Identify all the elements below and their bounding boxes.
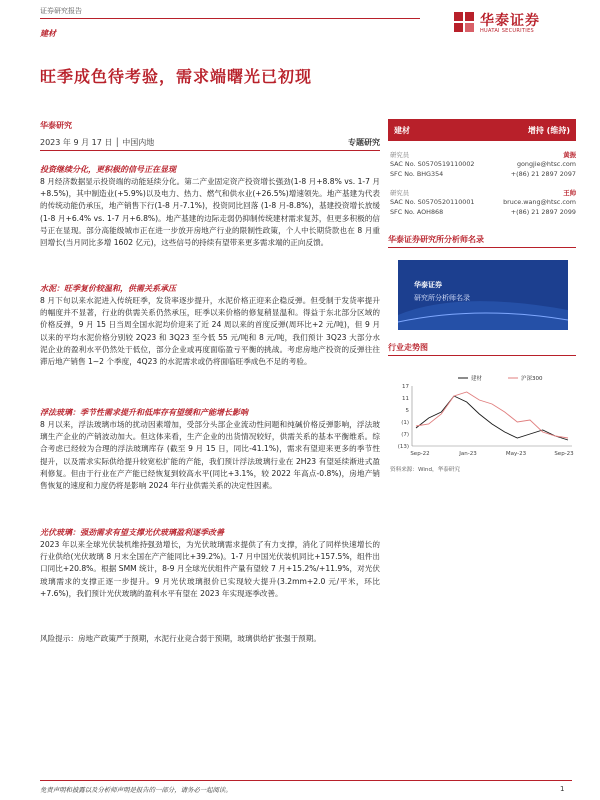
company-logo: [452, 8, 572, 38]
analyst-role: 研究员: [390, 189, 410, 197]
section-body-pv-glass: 2023 年以来全球光伏装机维持强劲增长，为光伏玻璃需求提供了有力支撑，消化了同样快速增长的行业供给(光伏玻璃 8 月末全国在产产能同比+39.2%)。1-7 月中国光伏装机同比+157.5%，组件出口同比+20.8%。根据 SMM 统计，8-9 月全球光伏组件产量有望较 7 月+15.2%/+11.9%，对光伏玻璃需求的支撑正逐一步提升。9 月光伏玻璃报价已实现较大提升(3.2mm+2.0 元/平米，环比+7.6%)，我们预计光伏玻璃的盈利水平有望在 2023 年实现逐季改善。: [40, 540, 380, 598]
report-title: 旺季成色待考验，需求端曙光已初现: [40, 67, 313, 86]
logo-text-en: HUATAI SECURITIES: [480, 28, 534, 34]
trend-heading: 行业走势图: [388, 343, 428, 352]
promo-banner[interactable]: [398, 260, 568, 330]
chart-series-line: [416, 396, 568, 440]
section-body-cement: 8 月下旬以来水泥进入传统旺季，发货率逐步提升，水泥价格正迎来企稳反弹。但受制于发货率提升的幅度并不显著，行业的供需关系仍然承压，旺季以来价格的修复稍显温和。得益于东北部分区域的价格反弹，9 月 15 日当周全国水泥均价迎来了近 24 周以来的首度反弹(周环比+2 元/吨)，但 9 月以来的平均水泥价格分别较 2Q23 和 3Q23 至今低 55 元/吨和 8 元/吨，我们预计 3Q23 大部分水泥企业的盈利水平仍然处于低位，部分企业或再度面临盈亏平衡的挑战。考虑房地产投资的反弹往往滞后地产销售 1~2 个季度，4Q23 的水泥需求或仍将面临旺季成色不足的考验。: [40, 296, 380, 367]
section-body-investment: 8 月经济数据显示投资端的动能延续分化。第二产业固定资产投资增长强劲(1-8 月+8.8% vs. 1-7 月+8.5%)，其中制造业(+5.9%)以及电力、热力、燃气和供水业(+26.5%)增速领先。地产基建为代表的传统动能仍承压，地产销售下行(1-8 月-7.1%)，投资同比回落 (1-8 月-8.8%)，基建投资增长放缓(1-8 月+6.4% vs. 1-7 月+6.8%)。地产基建的边际走弱仍抑制传统建材需求复苏，但更多积极的信号正在显现。部分高能级城市正在进一步放开房地产行业的限制性政策，个人中长期贷款也在 8 月重回增长(当月同比多增 1602 亿元)，这些信号的持续有望带来更多需求端的正向反馈。: [40, 177, 380, 248]
chart-legend-label: 沪深300: [521, 376, 543, 382]
report-date: 2023 年 9 月 17 日 │ 中国内地: [40, 138, 155, 147]
date-row: [40, 137, 380, 148]
section-heading-float-glass: 浮法玻璃：季节性需求提升和低库存有望缓和产能增长影响: [40, 408, 248, 417]
chart-y-tick-label: (1): [401, 420, 409, 426]
analyst-sac: SAC No. S0570520110001: [390, 198, 475, 206]
doc-type-label: 证券研究报告: [40, 7, 82, 15]
analyst-sfc: SFC No. BHG354: [390, 170, 444, 178]
report-tag: 华泰研究: [40, 121, 72, 130]
top-divider: [40, 18, 420, 19]
report-type: 专题研究: [348, 138, 380, 147]
sidebar-sector: 建材: [394, 126, 410, 135]
sector-label: 建材: [40, 29, 56, 38]
section-heading-investment: 投资继续分化，更积极的信号正在显现: [40, 165, 176, 174]
chart-x-tick-label: Jan-23: [459, 451, 477, 457]
section-body-float-glass: 8 月以来，浮法玻璃市场的扰动因素增加，受部分头部企业流动性问题和纯碱价格反弹影响，浮法玻璃生产企业的产销波动加大。但这体来看，生产企业的出货情况较好，供需关系的基本平衡维系。综合考虑已经较为合理的浮法玻璃库存 (截至 9 月 15 日，同比-41.1%)，需求有望迎来更多的季节性提升，以及需求实际供给提升较宽松扩能的产能，我们预计浮法玻璃行业在 2H23 有望延续渐进式盈利修复。但由于行业在产产能已经恢复到较高水平(同比+3.1%，较 2022 年高点-0.8%)，房地产销售恢复的速度和力度仍将是影响 2024 年行业供需关系的决定性因素。: [40, 420, 380, 491]
risk-warning: 风险提示：房地产政策严于预期，水泥行业竞合弱于预期，玻璃供给扩张强于预期。: [40, 634, 321, 643]
analyst-email[interactable]: bruce.wang@htsc.com: [503, 198, 576, 206]
chart-source: 资料来源：Wind，华泰研究: [390, 467, 460, 473]
rating-header: [388, 119, 576, 141]
analyst-card: [390, 150, 576, 180]
promo-divider: [388, 247, 576, 248]
logo-text-cn: 华泰证券: [480, 13, 540, 29]
analyst-email[interactable]: gongjie@htsc.com: [516, 160, 576, 168]
chart-y-tick-label: (7): [401, 432, 409, 438]
analyst-role: 研究员: [390, 151, 410, 159]
industry-trend-chart: [388, 372, 576, 464]
chart-y-tick-label: 5: [405, 408, 409, 414]
chart-y-tick-label: (13): [397, 444, 409, 450]
chart-x-tick-label: Sep-22: [410, 451, 430, 457]
analyst-card: [390, 188, 576, 218]
footer-disclaimer: 免责声明和披露以及分析师声明是报告的一部分，请务必一起阅读。: [40, 786, 232, 794]
analyst-name: 黄振: [563, 151, 576, 159]
analyst-sac: SAC No. S0570519110002: [390, 160, 475, 168]
date-divider: [40, 150, 380, 151]
chart-y-tick-label: 17: [402, 384, 409, 390]
section-heading-pv-glass: 光伏玻璃：强劲需求有望支撑光伏玻璃盈利逐季改善: [40, 528, 224, 537]
section-heading-cement: 水泥：旺季复价较温和，供需关系承压: [40, 284, 176, 293]
promo-heading: 华泰证券研究所分析师名录: [388, 235, 484, 244]
chart-legend-label: 建材: [471, 376, 483, 382]
footer-divider: [40, 780, 572, 781]
chart-y-tick-label: 11: [402, 396, 409, 402]
analyst-phone: +(86) 21 2897 2097: [510, 170, 576, 178]
analyst-sfc: SFC No. AOH868: [390, 208, 444, 216]
promo-text-2: 研究所分析师名录: [414, 294, 470, 302]
analyst-name: 王帅: [563, 189, 576, 197]
rating-badge: 增持 (维持): [527, 126, 570, 135]
logo-mark-icon: [452, 10, 476, 34]
page-number: 1: [560, 785, 565, 793]
trend-divider: [388, 355, 576, 356]
analyst-phone: +(86) 21 2897 2099: [510, 208, 576, 216]
chart-x-tick-label: Sep-23: [554, 451, 574, 457]
promo-text-1: 华泰证券: [414, 281, 442, 289]
chart-x-tick-label: May-23: [505, 451, 527, 457]
